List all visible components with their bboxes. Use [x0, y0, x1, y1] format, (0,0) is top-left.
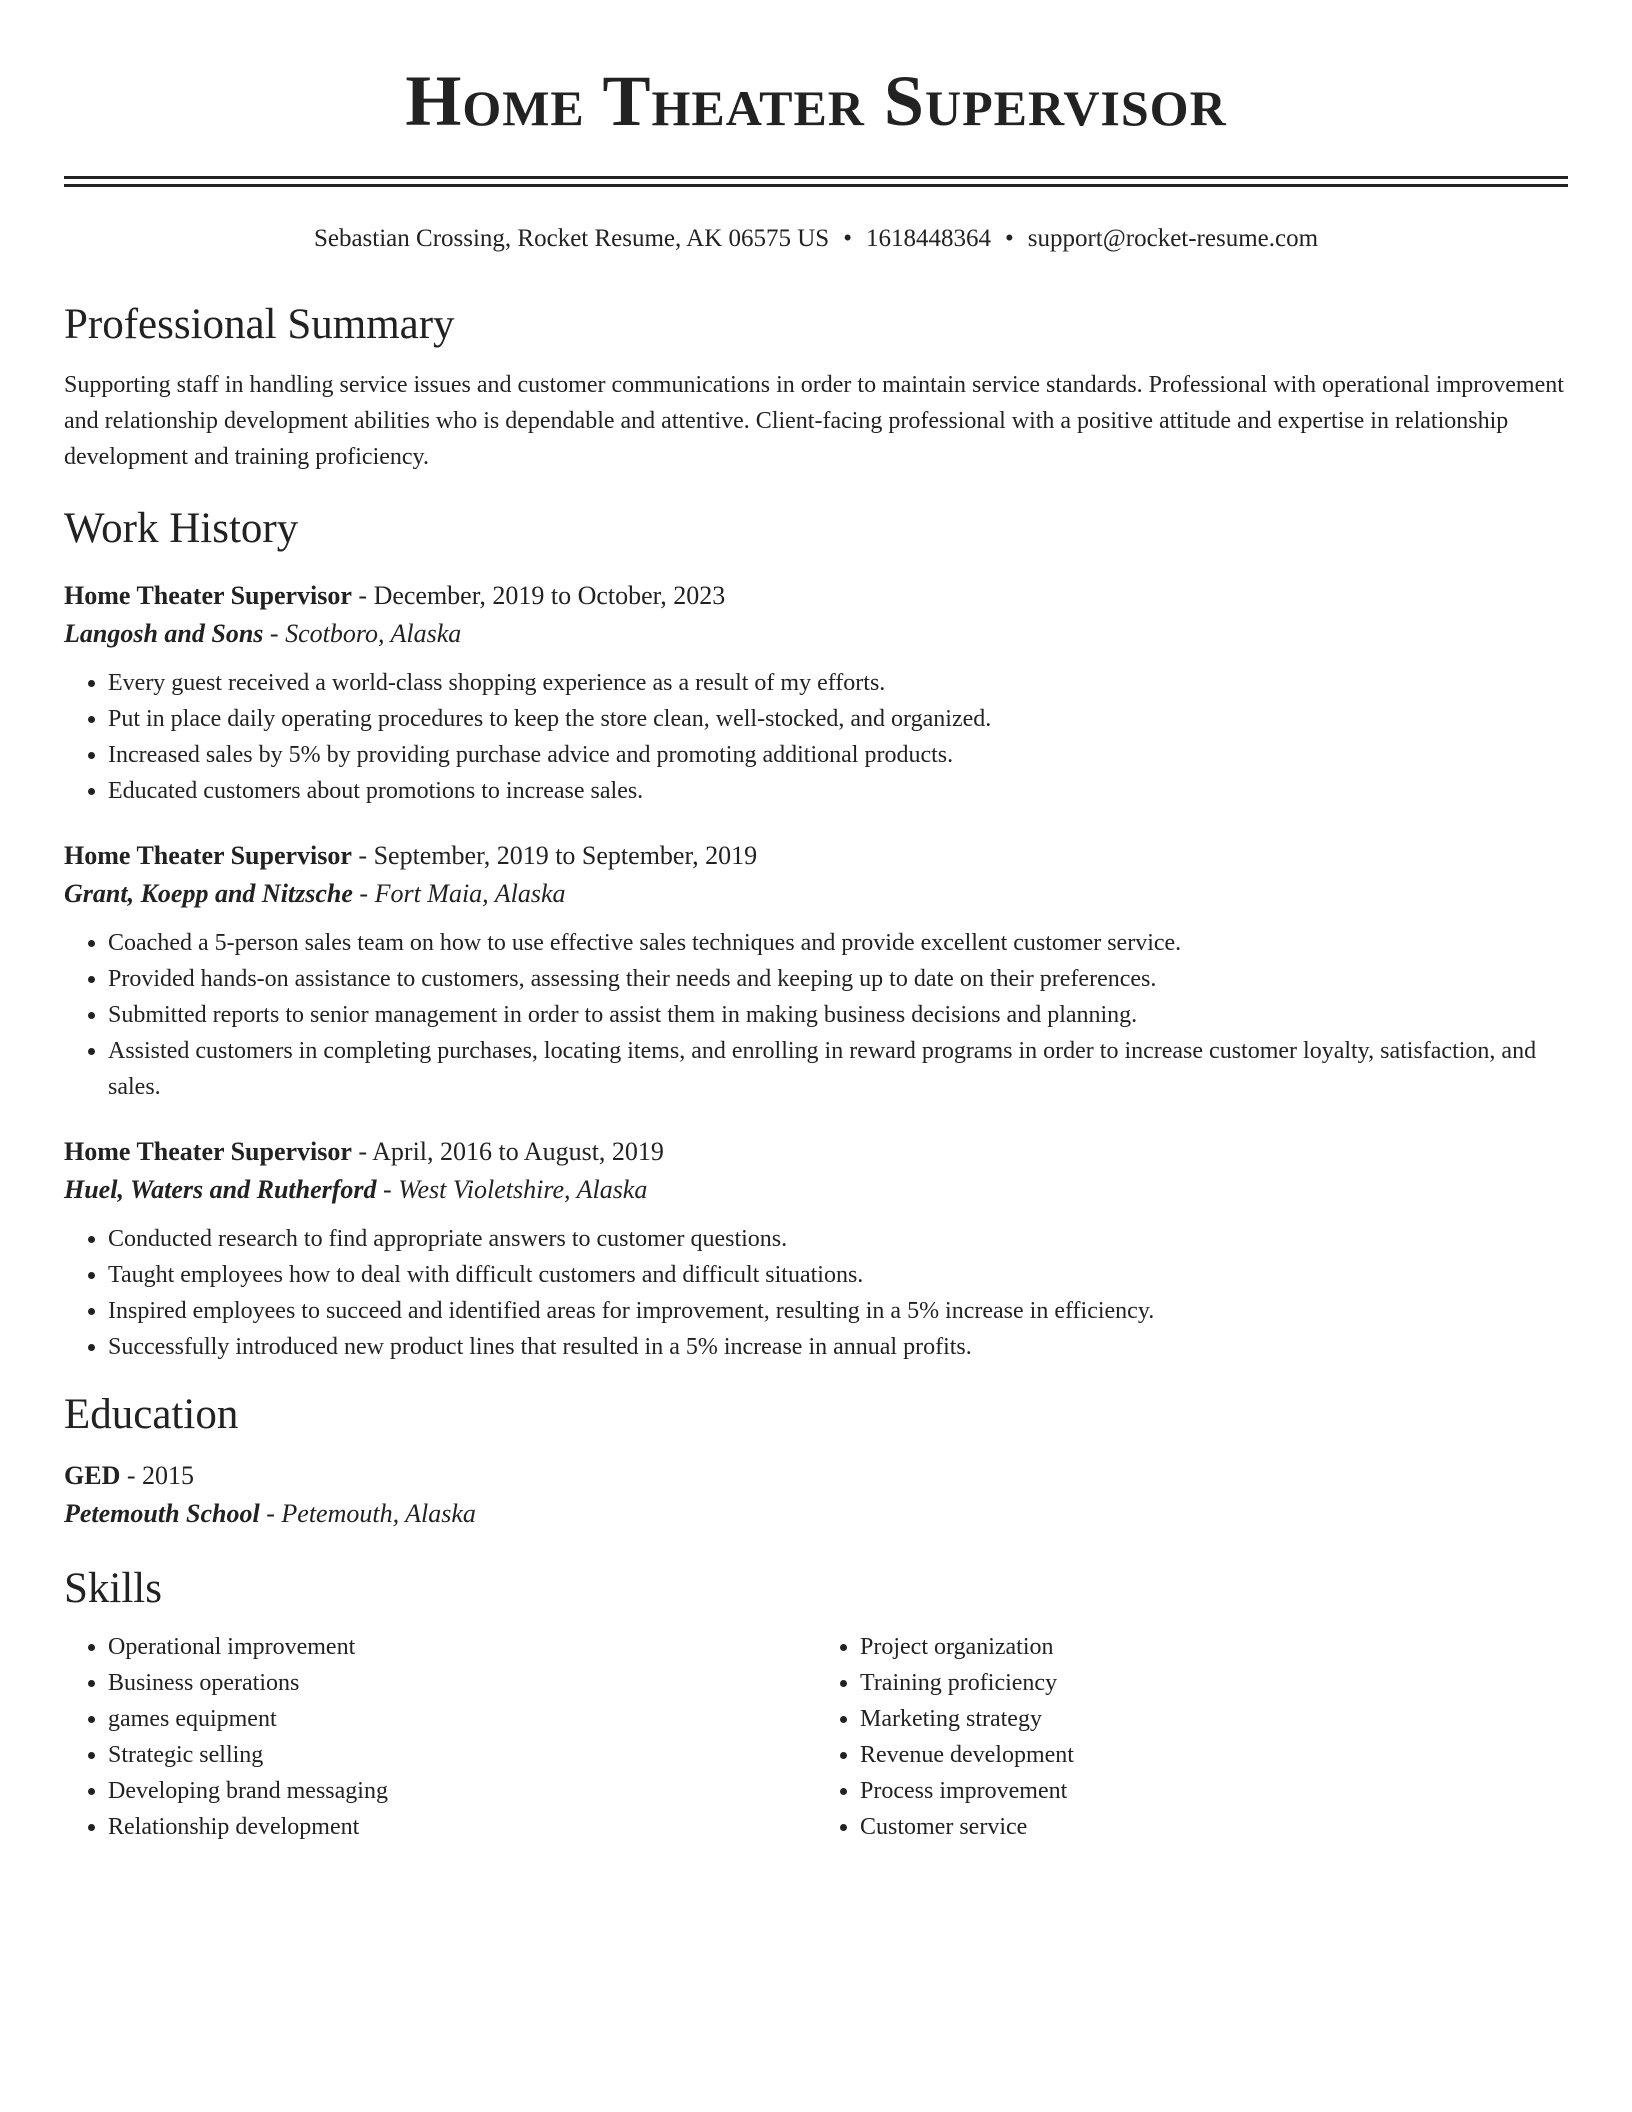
- list-item: • Every guest received a world-class shopping experience as a result of my efforts.: [108, 665, 1568, 701]
- list-item: • Educated customers about promotions to increase sales.: [108, 773, 1568, 809]
- education-location: - Petemouth, Alaska: [259, 1499, 476, 1528]
- list-item: • Developing brand messaging: [108, 1773, 816, 1809]
- list-item: • Assisted customers in completing purchases, locating items, and enrolling in reward programs in order to increase customer loyalty, satisfaction, and sales.: [108, 1033, 1568, 1105]
- education-degree-line: [64, 1457, 1568, 1495]
- skills-column-left: [64, 1629, 816, 1845]
- list-item: • Successfully introduced new product lines that resulted in a 5% increase in annual profits.: [108, 1329, 1568, 1365]
- list-item: • Increased sales by 5% by providing purchase advice and promoting additional products.: [108, 737, 1568, 773]
- job-location: - West Violetshire, Alaska: [376, 1175, 648, 1204]
- list-item: • Inspired employees to succeed and identified areas for improvement, resulting in a 5% increase in efficiency.: [108, 1293, 1568, 1329]
- contact-phone: 1618448364: [865, 225, 991, 252]
- list-item: • Marketing strategy: [860, 1701, 1568, 1737]
- list-item: • Relationship development: [108, 1809, 816, 1845]
- job-dates: - September, 2019 to September, 2019: [351, 841, 758, 870]
- resume-name: Home Theater Supervisor: [405, 61, 1227, 141]
- job-location: - Scotboro, Alaska: [263, 619, 462, 648]
- list-item: • Customer service: [860, 1809, 1568, 1845]
- contact-email: support@rocket-resume.com: [1027, 225, 1319, 252]
- work-history-heading: Work History: [64, 505, 299, 552]
- skills-heading: Skills: [64, 1565, 162, 1612]
- job-dates: - December, 2019 to October, 2023: [351, 581, 726, 610]
- list-item: • Project organization: [860, 1629, 1568, 1665]
- job-title-line: [64, 1133, 1568, 1171]
- job-entry: [64, 577, 1568, 809]
- education-year: - 2015: [120, 1461, 195, 1490]
- education-degree: GED: [64, 1461, 121, 1490]
- job-title-line: [64, 577, 1568, 615]
- summary-text: Supporting staff in handling service issues and customer communications in order to maintain service standards. Professional with operational improvement and relationship development abilities who is dependable and attentive. Client-facing professional with a positive attitude and expertise in relationship development and training proficiency.: [64, 372, 1564, 470]
- list-item: • Put in place daily operating procedures to keep the store clean, well-stocked, and organized.: [108, 701, 1568, 737]
- job-bullets: [64, 925, 1568, 1105]
- job-company-line: [64, 1171, 1568, 1209]
- job-role: Home Theater Supervisor: [64, 1137, 352, 1166]
- job-location: - Fort Maia, Alaska: [352, 879, 566, 908]
- list-item: • Provided hands-on assistance to customers, assessing their needs and keeping up to date on their preferences.: [108, 961, 1568, 997]
- contact-separator: •: [843, 225, 852, 252]
- job-bullets: [64, 1221, 1568, 1365]
- job-bullets: [64, 665, 1568, 809]
- skills-grid: [64, 1629, 1568, 1845]
- education-school: Petemouth School: [64, 1499, 260, 1528]
- list-item: • Conducted research to find appropriate answers to customer questions.: [108, 1221, 1568, 1257]
- contact-line: [64, 223, 1568, 255]
- job-company: Grant, Koepp and Nitzsche: [64, 879, 353, 908]
- list-item: • Revenue development: [860, 1737, 1568, 1773]
- education-entry: [64, 1457, 1568, 1533]
- list-item: • Process improvement: [860, 1773, 1568, 1809]
- job-role: Home Theater Supervisor: [64, 841, 352, 870]
- education-heading: Education: [64, 1391, 239, 1438]
- contact-separator: •: [1004, 225, 1014, 252]
- summary-heading: Professional Summary: [64, 301, 455, 348]
- list-item: • Training proficiency: [860, 1665, 1568, 1701]
- list-item: • Operational improvement: [108, 1629, 816, 1665]
- job-dates: - April, 2016 to August, 2019: [351, 1137, 664, 1166]
- header-double-rule: [64, 176, 1568, 187]
- job-company-line: [64, 615, 1568, 653]
- list-item: • Coached a 5-person sales team on how to use effective sales techniques and provide excellent customer service.: [108, 925, 1568, 961]
- job-company: Huel, Waters and Rutherford: [64, 1175, 377, 1204]
- list-item: • Business operations: [108, 1665, 816, 1701]
- skills-list-left: [64, 1629, 816, 1845]
- skills-column-right: [816, 1629, 1568, 1845]
- list-item: • Taught employees how to deal with difficult customers and difficult situations.: [108, 1257, 1568, 1293]
- job-company-line: [64, 875, 1568, 913]
- job-entry: [64, 837, 1568, 1105]
- list-item: • Submitted reports to senior management in order to assist them in making business decisions and planning.: [108, 997, 1568, 1033]
- job-title-line: [64, 837, 1568, 875]
- job-company: Langosh and Sons: [64, 619, 264, 648]
- job-role: Home Theater Supervisor: [64, 581, 352, 610]
- list-item: • games equipment: [108, 1701, 816, 1737]
- education-school-line: [64, 1495, 1568, 1533]
- list-item: • Strategic selling: [108, 1737, 816, 1773]
- job-entry: [64, 1133, 1568, 1365]
- contact-address: Sebastian Crossing, Rocket Resume, AK 06575 US: [313, 225, 830, 252]
- skills-list-right: [816, 1629, 1568, 1845]
